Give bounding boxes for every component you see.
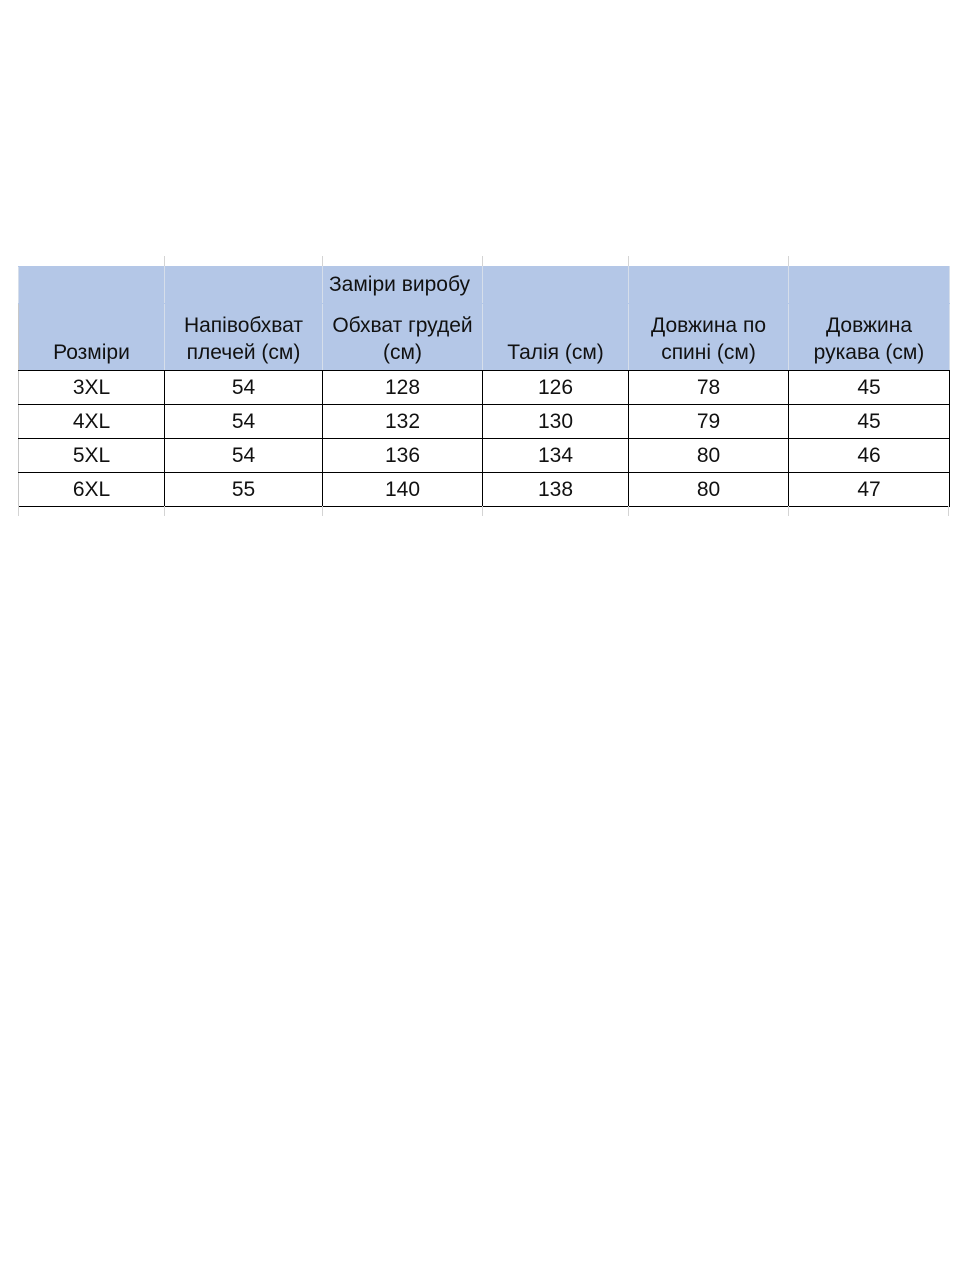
gridline bbox=[18, 506, 19, 516]
table-cell: 134 bbox=[483, 439, 629, 473]
table-cell: 79 bbox=[629, 405, 789, 439]
header-sizes: Розміри bbox=[19, 304, 165, 371]
gridline bbox=[948, 506, 949, 516]
table-cell: 78 bbox=[629, 371, 789, 405]
gridline bbox=[164, 256, 165, 266]
table-cell: 138 bbox=[483, 473, 629, 507]
header-back-length: Довжина по спині (см) bbox=[629, 304, 789, 371]
gridline bbox=[628, 506, 629, 516]
size-cell: 4XL bbox=[19, 405, 165, 439]
header-row bbox=[19, 304, 950, 371]
table-cell: 136 bbox=[323, 439, 483, 473]
table-cell: 54 bbox=[165, 371, 323, 405]
title-empty-cell bbox=[19, 267, 165, 304]
header-chest: Обхват грудей (см) bbox=[323, 304, 483, 371]
table-cell: 46 bbox=[789, 439, 950, 473]
title-empty-cell bbox=[483, 267, 629, 304]
table-cell: 128 bbox=[323, 371, 483, 405]
title-empty-cell bbox=[629, 267, 789, 304]
size-table bbox=[18, 266, 950, 507]
table-cell: 130 bbox=[483, 405, 629, 439]
table-cell: 80 bbox=[629, 439, 789, 473]
table-cell: 45 bbox=[789, 371, 950, 405]
gridline bbox=[482, 256, 483, 266]
table-cell: 140 bbox=[323, 473, 483, 507]
table-cell: 80 bbox=[629, 473, 789, 507]
header-sleeve-length: Довжина рукава (см) bbox=[789, 304, 950, 371]
table-cell: 55 bbox=[165, 473, 323, 507]
title-row bbox=[19, 267, 950, 304]
title-empty-cell bbox=[165, 267, 323, 304]
table-cell: 132 bbox=[323, 405, 483, 439]
gridline bbox=[322, 256, 323, 266]
table-cell: 45 bbox=[789, 405, 950, 439]
table-row bbox=[19, 405, 950, 439]
table-row bbox=[19, 473, 950, 507]
header-waist: Талія (см) bbox=[483, 304, 629, 371]
table-title: Заміри виробу bbox=[323, 267, 483, 304]
gridline bbox=[164, 506, 165, 516]
gridline bbox=[788, 506, 789, 516]
gridline bbox=[482, 506, 483, 516]
header-half-shoulder: Напівобхват плечей (см) bbox=[165, 304, 323, 371]
title-empty-cell bbox=[789, 267, 950, 304]
table-cell: 126 bbox=[483, 371, 629, 405]
table-row bbox=[19, 439, 950, 473]
size-cell: 6XL bbox=[19, 473, 165, 507]
size-cell: 5XL bbox=[19, 439, 165, 473]
gridline bbox=[628, 256, 629, 266]
gridline bbox=[322, 506, 323, 516]
gridline bbox=[788, 256, 789, 266]
size-cell: 3XL bbox=[19, 371, 165, 405]
table-row bbox=[19, 371, 950, 405]
size-chart bbox=[18, 266, 949, 507]
table-cell: 47 bbox=[789, 473, 950, 507]
table-cell: 54 bbox=[165, 405, 323, 439]
table-cell: 54 bbox=[165, 439, 323, 473]
